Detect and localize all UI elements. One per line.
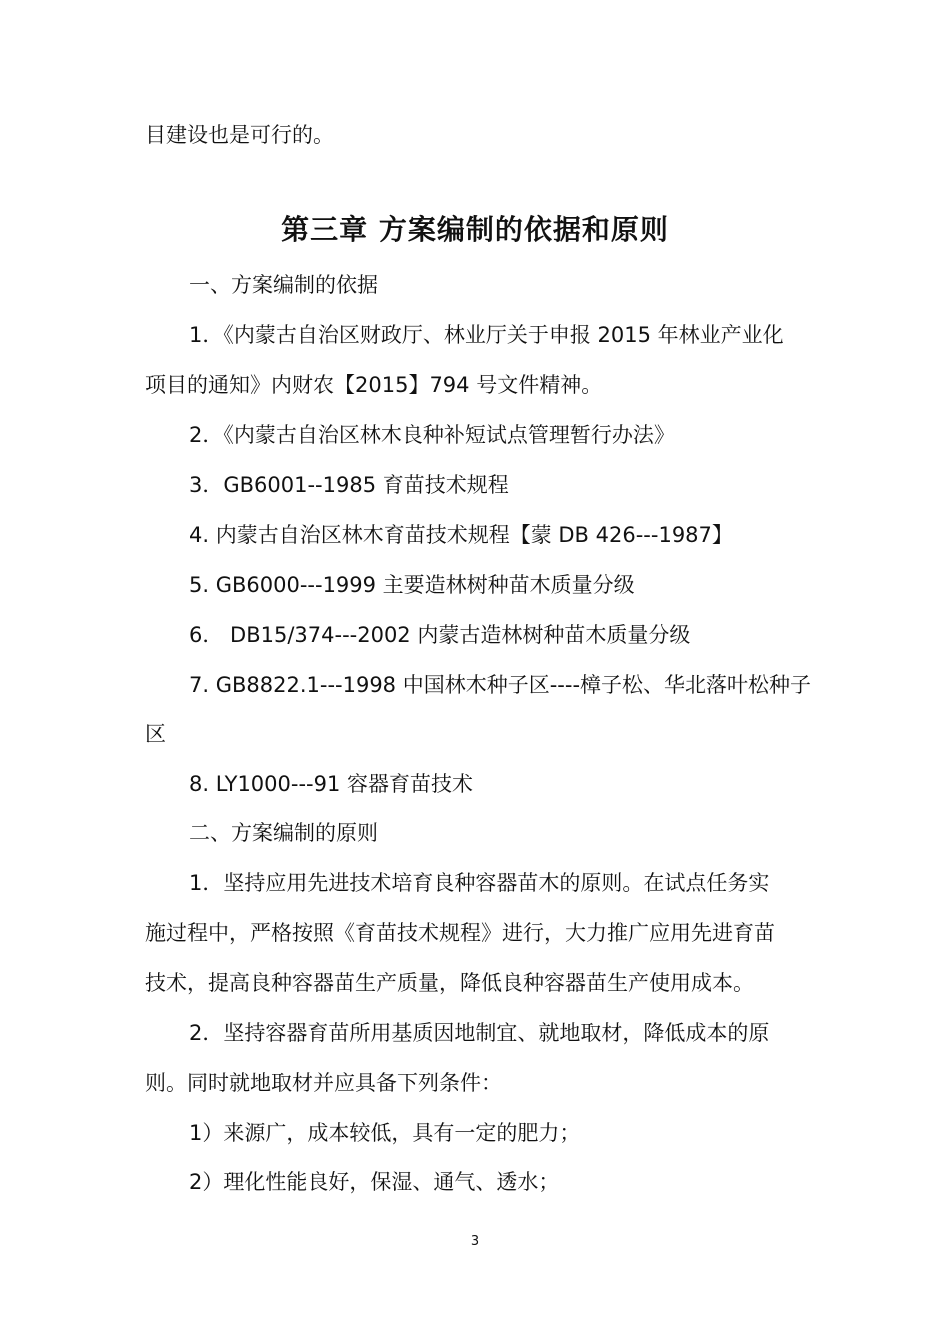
principle-line: 1）来源广，成本较低，具有一定的肥力； [189,1121,581,1145]
section-heading-principles: 二、方案编制的原则 [189,821,378,845]
basis-item: 1．《内蒙古自治区财政厅、林业厅关于申报 2015 年林业产业化 [189,323,784,347]
chapter-title: 第三章 方案编制的依据和原则 [281,213,669,246]
principle-line: 施过程中，严格按照《育苗技术规程》进行，大力推广应用先进育苗 [145,921,775,945]
basis-item: 2．《内蒙古自治区林木良种补短试点管理暂行办法》 [189,423,675,447]
basis-item: 6． DB15/374---2002 内蒙古造林树种苗木质量分级 [189,623,691,647]
carryover-text: 目建设也是可行的。 [145,123,334,147]
principle-line: 则。同时就地取材并应具备下列条件： [145,1071,502,1095]
principle-line: 2）理化性能良好，保湿、通气、透水； [189,1170,560,1194]
page-number: 3 [470,1234,480,1249]
basis-item: 3．GB6001--1985 育苗技术规程 [189,473,509,497]
section-heading-basis: 一、方案编制的依据 [189,273,378,297]
basis-item: 5. GB6000---1999 主要造林树种苗木质量分级 [189,573,635,597]
basis-item: 区 [145,722,166,746]
principle-line: 2．坚持容器育苗所用基质因地制宜、就地取材，降低成本的原 [189,1021,770,1045]
basis-item: 项目的通知》内财农【2015】794 号文件精神。 [145,373,603,397]
basis-item: 8. LY1000---91 容器育苗技术 [189,772,474,796]
principle-line: 1．坚持应用先进技术培育良种容器苗木的原则。在试点任务实 [189,871,770,895]
basis-item: 4. 内蒙古自治区林木育苗技术规程【蒙 DB 426---1987】 [189,523,733,547]
basis-item: 7. GB8822.1---1998 中国林木种子区----樟子松、华北落叶松种子 [189,673,812,697]
principle-line: 技术，提高良种容器苗生产质量，降低良种容器苗生产使用成本。 [145,971,754,995]
